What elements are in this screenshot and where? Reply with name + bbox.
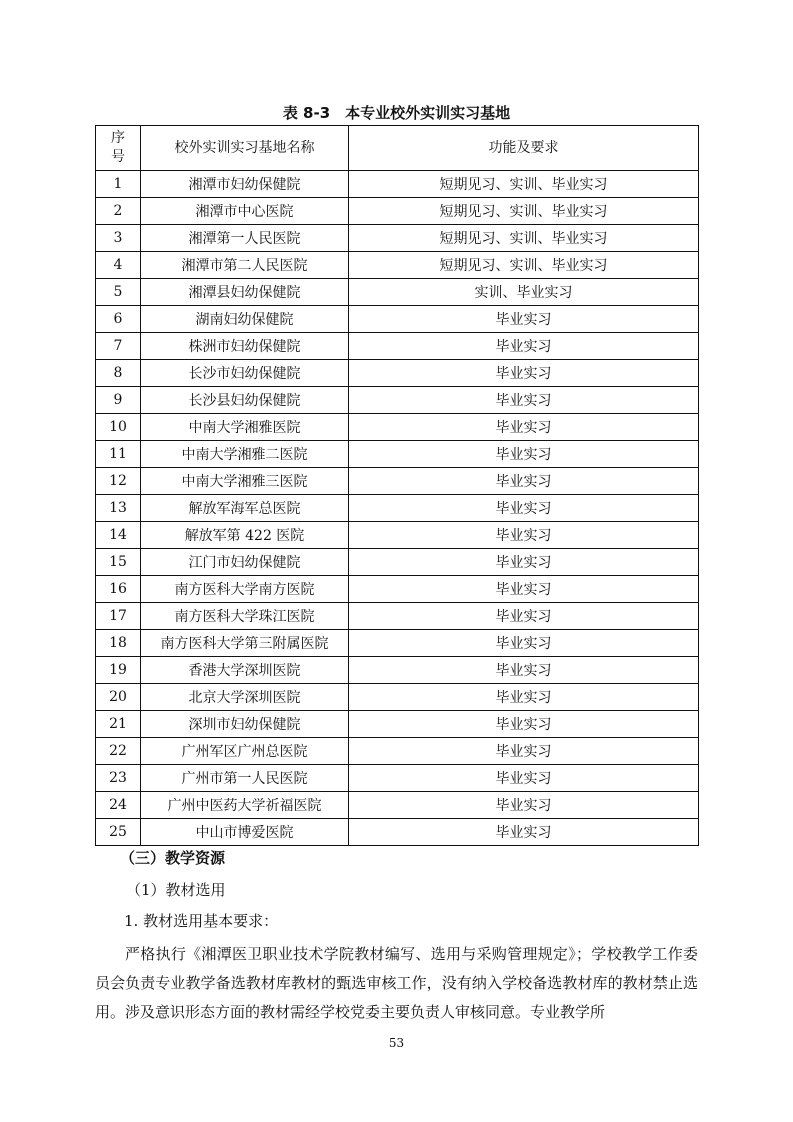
cell-function: 毕业实习 — [349, 819, 699, 846]
cell-function: 毕业实习 — [349, 765, 699, 792]
cell-seq: 25 — [96, 819, 141, 846]
table-row — [96, 792, 699, 819]
table-row — [96, 819, 699, 846]
table-row — [96, 252, 699, 279]
cell-name: 中南大学湘雅医院 — [141, 414, 349, 441]
cell-function: 毕业实习 — [349, 630, 699, 657]
header-function: 功能及要求 — [349, 126, 699, 171]
table-row — [96, 738, 699, 765]
training-base-table — [95, 125, 699, 846]
cell-function: 毕业实习 — [349, 387, 699, 414]
cell-name: 中山市博爱医院 — [141, 819, 349, 846]
cell-name: 广州军区广州总医院 — [141, 738, 349, 765]
cell-function: 毕业实习 — [349, 306, 699, 333]
cell-name: 湘潭第一人民医院 — [141, 225, 349, 252]
cell-function: 毕业实习 — [349, 657, 699, 684]
cell-name: 湘潭市妇幼保健院 — [141, 171, 349, 198]
cell-name: 江门市妇幼保健院 — [141, 549, 349, 576]
table-row — [96, 549, 699, 576]
table-row — [96, 279, 699, 306]
subsection-title: （1）教材选用 — [126, 881, 226, 899]
table-row — [96, 441, 699, 468]
table-row — [96, 765, 699, 792]
cell-function: 毕业实习 — [349, 468, 699, 495]
cell-seq: 3 — [96, 225, 141, 252]
cell-seq: 16 — [96, 576, 141, 603]
cell-name: 南方医科大学珠江医院 — [141, 603, 349, 630]
cell-name: 湘潭县妇幼保健院 — [141, 279, 349, 306]
cell-name: 湘潭市第二人民医院 — [141, 252, 349, 279]
cell-function: 毕业实习 — [349, 549, 699, 576]
cell-name: 解放军海军总医院 — [141, 495, 349, 522]
table-row — [96, 630, 699, 657]
cell-function: 毕业实习 — [349, 711, 699, 738]
cell-seq: 5 — [96, 279, 141, 306]
table-row — [96, 198, 699, 225]
table-row — [96, 225, 699, 252]
table-row — [96, 360, 699, 387]
cell-name: 南方医科大学南方医院 — [141, 576, 349, 603]
header-seq: 序号 — [96, 126, 141, 171]
cell-name: 香港大学深圳医院 — [141, 657, 349, 684]
cell-function: 毕业实习 — [349, 576, 699, 603]
cell-name: 中南大学湘雅二医院 — [141, 441, 349, 468]
table-row — [96, 414, 699, 441]
table-row — [96, 333, 699, 360]
cell-function: 毕业实习 — [349, 333, 699, 360]
table-row — [96, 171, 699, 198]
cell-name: 解放军第 422 医院 — [141, 522, 349, 549]
cell-name: 北京大学深圳医院 — [141, 684, 349, 711]
cell-function: 毕业实习 — [349, 441, 699, 468]
cell-name: 深圳市妇幼保健院 — [141, 711, 349, 738]
cell-name: 湘潭市中心医院 — [141, 198, 349, 225]
cell-seq: 18 — [96, 630, 141, 657]
cell-function: 短期见习、实训、毕业实习 — [349, 225, 699, 252]
table-row — [96, 306, 699, 333]
cell-seq: 24 — [96, 792, 141, 819]
cell-function: 实训、毕业实习 — [349, 279, 699, 306]
cell-name: 长沙市妇幼保健院 — [141, 360, 349, 387]
table-row — [96, 684, 699, 711]
table-row — [96, 495, 699, 522]
cell-function: 短期见习、实训、毕业实习 — [349, 252, 699, 279]
table-row — [96, 603, 699, 630]
cell-seq: 2 — [96, 198, 141, 225]
cell-name: 株洲市妇幼保健院 — [141, 333, 349, 360]
cell-function: 毕业实习 — [349, 495, 699, 522]
cell-seq: 10 — [96, 414, 141, 441]
cell-seq: 7 — [96, 333, 141, 360]
cell-seq: 1 — [96, 171, 141, 198]
cell-seq: 13 — [96, 495, 141, 522]
table-row — [96, 387, 699, 414]
table-row — [96, 657, 699, 684]
cell-function: 毕业实习 — [349, 522, 699, 549]
cell-seq: 17 — [96, 603, 141, 630]
cell-name: 中南大学湘雅三医院 — [141, 468, 349, 495]
cell-seq: 9 — [96, 387, 141, 414]
cell-function: 毕业实习 — [349, 792, 699, 819]
cell-seq: 14 — [96, 522, 141, 549]
item-title: 1. 教材选用基本要求： — [124, 912, 279, 930]
cell-seq: 8 — [96, 360, 141, 387]
cell-function: 毕业实习 — [349, 684, 699, 711]
cell-seq: 22 — [96, 738, 141, 765]
header-name: 校外实训实习基地名称 — [141, 126, 349, 171]
cell-seq: 19 — [96, 657, 141, 684]
body-paragraph: 严格执行《湘潭医卫职业技术学院教材编写、选用与采购管理规定》；学校教学工作委员会负责专业教学备选教材库教材的甄选审核工作，没有纳入学校备选教材库的教材禁止选用。涉及意识形态方面的教材需经学校党委主要负责人审核同意。专业教学所 — [95, 945, 698, 1021]
cell-name: 广州中医药大学祈福医院 — [141, 792, 349, 819]
cell-name: 广州市第一人民医院 — [141, 765, 349, 792]
table-row — [96, 468, 699, 495]
cell-function: 短期见习、实训、毕业实习 — [349, 198, 699, 225]
cell-name: 长沙县妇幼保健院 — [141, 387, 349, 414]
cell-seq: 20 — [96, 684, 141, 711]
cell-function: 短期见习、实训、毕业实习 — [349, 171, 699, 198]
cell-seq: 15 — [96, 549, 141, 576]
cell-function: 毕业实习 — [349, 360, 699, 387]
section-heading: （三）教学资源 — [120, 849, 226, 867]
cell-seq: 6 — [96, 306, 141, 333]
cell-function: 毕业实习 — [349, 738, 699, 765]
cell-name: 南方医科大学第三附属医院 — [141, 630, 349, 657]
cell-seq: 21 — [96, 711, 141, 738]
cell-name: 湖南妇幼保健院 — [141, 306, 349, 333]
cell-function: 毕业实习 — [349, 414, 699, 441]
table-row — [96, 522, 699, 549]
cell-seq: 11 — [96, 441, 141, 468]
cell-seq: 12 — [96, 468, 141, 495]
cell-function: 毕业实习 — [349, 603, 699, 630]
table-row — [96, 576, 699, 603]
table-header-row — [96, 126, 699, 171]
cell-seq: 23 — [96, 765, 141, 792]
table-caption: 表 8-3 本专业校外实训实习基地 — [282, 104, 511, 122]
table-row — [96, 711, 699, 738]
cell-seq: 4 — [96, 252, 141, 279]
page-number: 53 — [388, 1036, 405, 1050]
